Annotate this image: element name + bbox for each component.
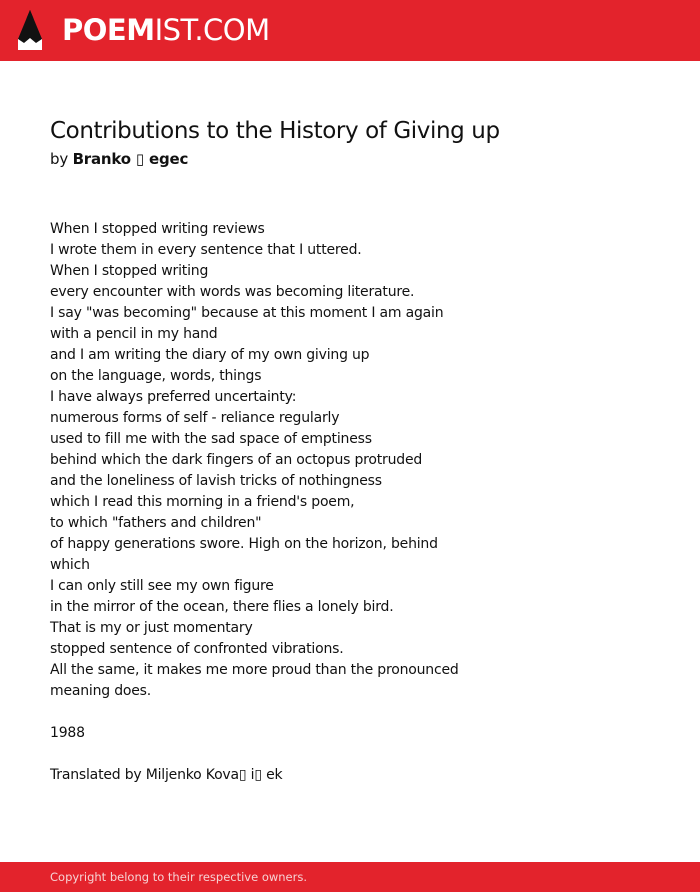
poem-line: numerous forms of self - reliance regularly [50, 410, 340, 426]
poem-line: meaning does. [50, 683, 152, 699]
logo-text-bold: POEM [62, 13, 155, 47]
author-name: Branko ▯ egec [72, 150, 189, 168]
poem-line: stopped sentence of confronted vibrations. [50, 641, 344, 657]
poem-line: behind which the dark fingers of an octopus protruded [50, 452, 423, 468]
poem-line: used to fill me with the sad space of emptiness [50, 431, 372, 447]
poem-line: on the language, words, things [50, 368, 262, 384]
translator-credit: Translated by Miljenko Kova▯ i▯ ek [50, 767, 283, 783]
site-logo[interactable] [62, 12, 270, 48]
copyright-text: Copyright belong to their respective owners. [50, 870, 308, 884]
poem-line: and I am writing the diary of my own giving up [50, 347, 370, 363]
poem-line: I say "was becoming" because at this moment I am again [50, 305, 444, 321]
pencil-tip-icon[interactable] [17, 9, 43, 51]
poem-line: When I stopped writing reviews [50, 221, 265, 237]
poem-line: I wrote them in every sentence that I uttered. [50, 242, 362, 258]
poem-title: Contributions to the History of Giving up [50, 118, 500, 144]
site-header [0, 0, 700, 61]
poem-line: to which "fathers and children" [50, 515, 262, 531]
poem-line: All the same, it makes me more proud than the pronounced [50, 662, 459, 678]
poem-line: which I read this morning in a friend's poem, [50, 494, 355, 510]
byline-prefix: by [50, 150, 68, 168]
poem-line: which [50, 557, 90, 573]
poem-line: with a pencil in my hand [50, 326, 218, 342]
poem-line: That is my or just momentary [50, 620, 253, 636]
poem-year: 1988 [50, 725, 85, 741]
poem-line: in the mirror of the ocean, there flies a lonely bird. [50, 599, 394, 615]
poem-line: When I stopped writing [50, 263, 209, 279]
logo-text-light: IST.COM [154, 13, 270, 47]
poem-line: and the loneliness of lavish tricks of nothingness [50, 473, 382, 489]
site-footer [0, 862, 700, 892]
poem-line: of happy generations swore. High on the horizon, behind [50, 536, 438, 552]
byline [50, 149, 188, 169]
poem-body [50, 219, 650, 702]
poem-line: I have always preferred uncertainty: [50, 389, 297, 405]
poem-line: every encounter with words was becoming literature. [50, 284, 415, 300]
poem-line: I can only still see my own figure [50, 578, 274, 594]
